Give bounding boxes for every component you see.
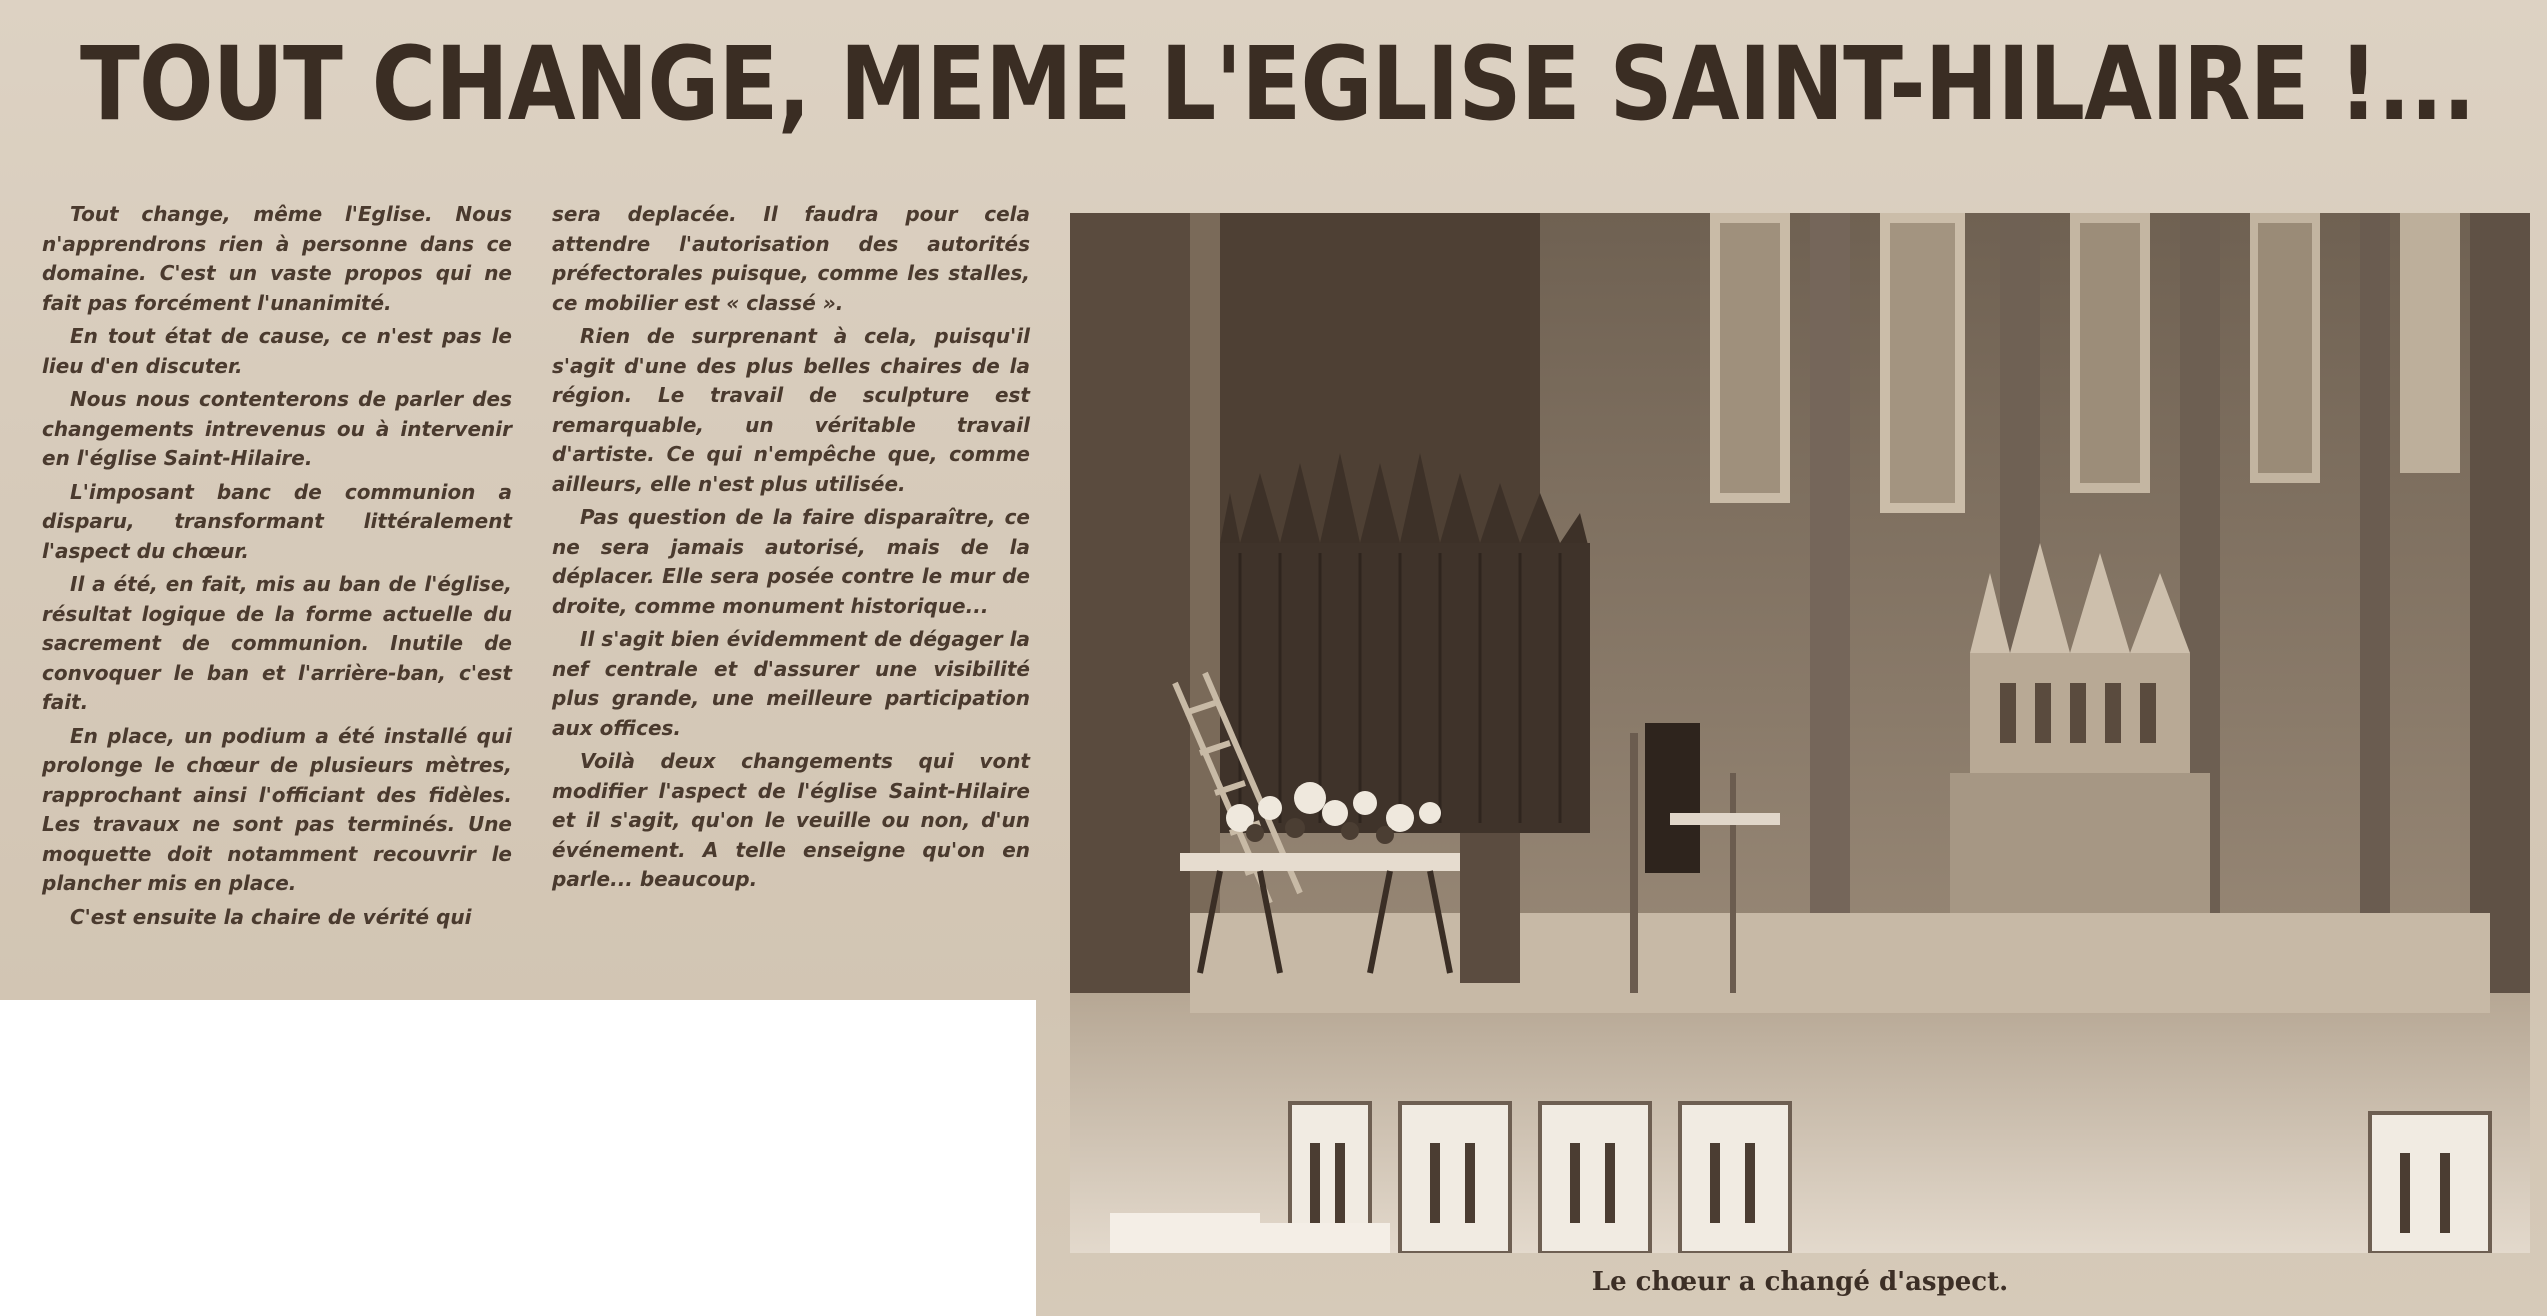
paragraph: En place, un podium a été installé qui prolonge le chœur de plusieurs mètres, rapprochant ainsi l'officiant des fidèles. Les travaux ne sont pas terminés. Une moquette doit notamment recouvrir le plancher mis en place.	[42, 723, 512, 895]
photo-caption: Le chœur a changé d'aspect.	[1591, 1267, 2009, 1297]
paragraph: Rien de surprenant à cela, puisqu'il s'agit d'une des plus belles chaires de la région. Le travail de sculpture est remarquable, un véritable travail d'artiste. Ce qui n'empêche que, comme ailleurs, elle n'est plus utilisée.	[552, 324, 1030, 496]
paragraph: L'imposant banc de communion a disparu, transformant littéralement l'aspect du chœur.	[42, 479, 512, 563]
paragraph: Voilà deux changements qui vont modifier l'aspect de l'église Saint-Hilaire et il s'agit, qu'on le veuille ou non, d'un événement. A telle enseigne qu'on en parle... beaucoup.	[552, 749, 1030, 891]
text-column-1	[42, 200, 512, 936]
paragraph: En tout état de cause, ce n'est pas le lieu d'en discuter.	[42, 324, 512, 378]
paragraph: sera deplacée. Il faudra pour cela attendre l'autorisation des autorités préfectorales puisque, comme les stalles, ce mobilier est « classé ».	[552, 202, 1030, 315]
church-choir-photo	[1070, 213, 2530, 1253]
paragraph: Il a été, en fait, mis au ban de l'église, résultat logique de la forme actuelle du sacrement de communion. Inutile de convoquer le ban et l'arrière-ban, c'est fait.	[42, 572, 512, 714]
paragraph: Nous nous contenterons de parler des changements intrevenus ou à intervenir en l'église Saint-Hilaire.	[42, 387, 512, 470]
paragraph: C'est ensuite la chaire de vérité qui	[70, 904, 472, 929]
paragraph: Pas question de la faire disparaître, ce ne sera jamais autorisé, mais de la déplacer. Elle sera posée contre le mur de droite, comme monument historique...	[552, 505, 1030, 618]
text-column-2	[552, 200, 1030, 899]
headline: TOUT CHANGE, MEME L'EGLISE SAINT-HILAIRE !...	[80, 25, 2475, 144]
paragraph: Tout change, même l'Eglise. Nous n'apprendrons rien à personne dans ce domaine. C'est un vaste propos qui ne fait pas forcément l'unanimité.	[42, 202, 512, 315]
paragraph: Il s'agit bien évidemment de dégager la nef centrale et d'assurer une visibilité plus grande, une meilleure participation aux offices.	[552, 627, 1030, 740]
